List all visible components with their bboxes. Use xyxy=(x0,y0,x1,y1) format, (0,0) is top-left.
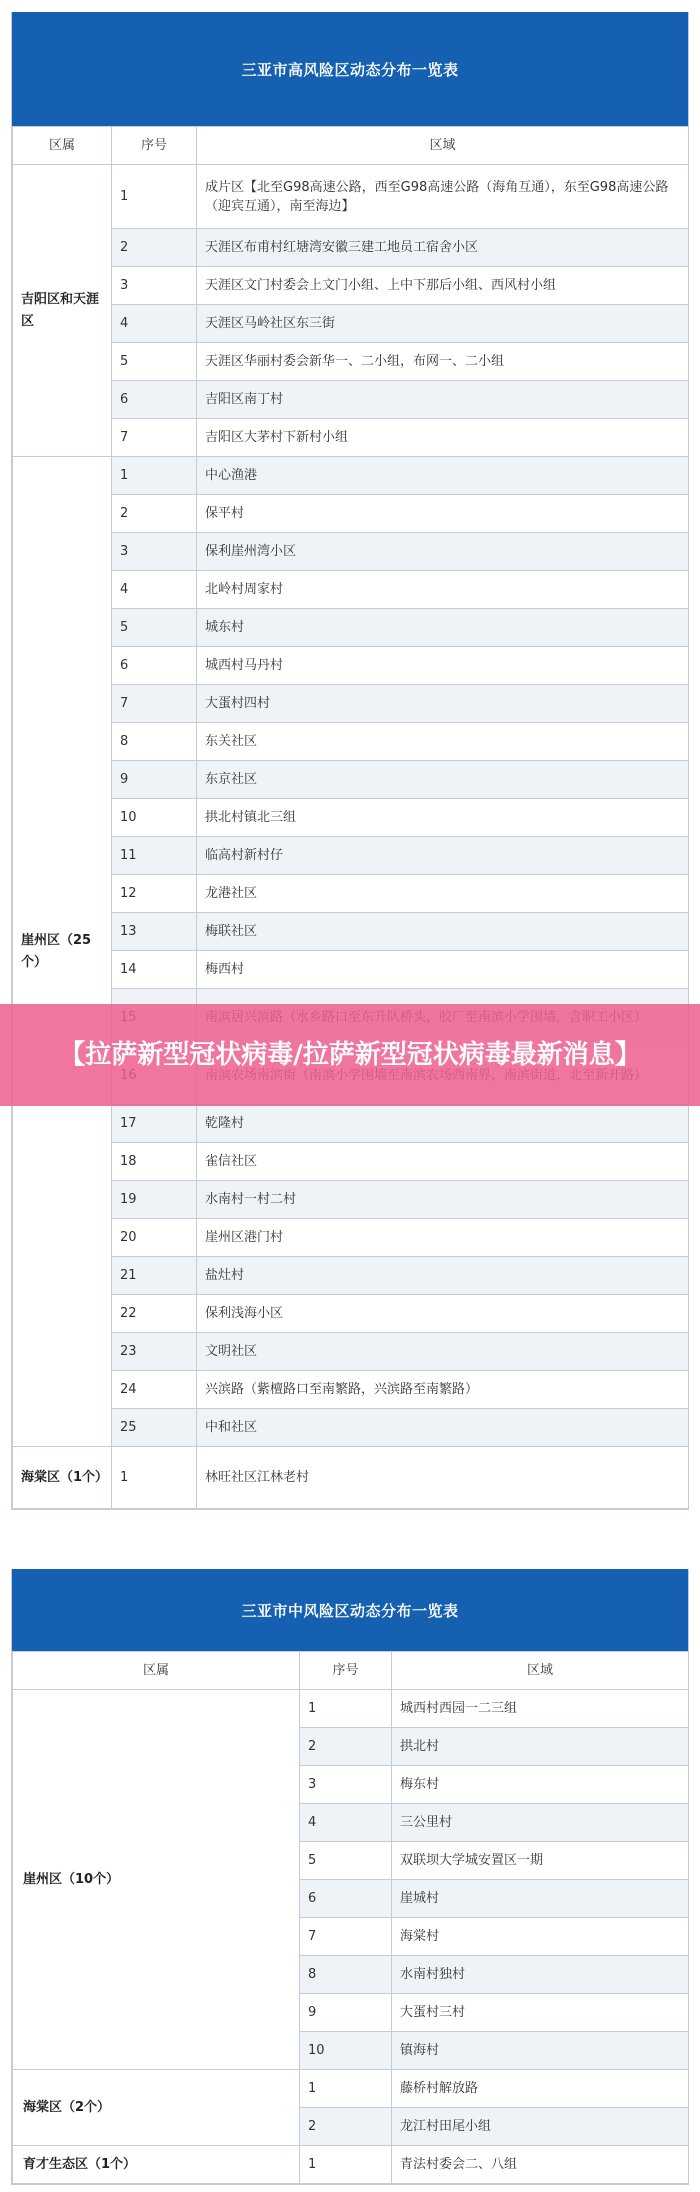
area-cell: 北岭村周家村 xyxy=(197,571,689,609)
district-cell: 崖州区（25个） xyxy=(13,457,112,1447)
area-cell: 临高村新村仔 xyxy=(197,837,689,875)
area-cell: 天涯区布甫村红塘湾安徽三建工地员工宿舍小区 xyxy=(197,229,689,267)
seq-cell: 1 xyxy=(300,2146,392,2184)
table-row xyxy=(13,419,689,457)
table-row xyxy=(13,1105,689,1143)
area-cell: 双联坝大学城安置区一期 xyxy=(392,1842,689,1880)
area-cell: 城西村马丹村 xyxy=(197,647,689,685)
table-row xyxy=(13,799,689,837)
table-row xyxy=(13,723,689,761)
area-cell: 成片区【北至G98高速公路，西至G98高速公路（海角互通），东至G98高速公路（迎宾互通），南至海边】 xyxy=(197,165,689,229)
seq-cell: 1 xyxy=(300,1690,392,1728)
area-cell: 拱北村 xyxy=(392,1728,689,1766)
table-body xyxy=(13,1690,689,2184)
table-row xyxy=(13,533,689,571)
table-row xyxy=(13,913,689,951)
seq-cell: 7 xyxy=(112,685,197,723)
medium-risk-table xyxy=(11,1569,689,2185)
area-cell: 雀信社区 xyxy=(197,1143,689,1181)
table-title: 三亚市高风险区动态分布一览表 xyxy=(12,12,688,126)
high-risk-table xyxy=(11,12,689,1510)
area-cell: 崖州区港门村 xyxy=(197,1219,689,1257)
seq-cell: 2 xyxy=(112,229,197,267)
header-row xyxy=(13,127,689,165)
seq-cell: 21 xyxy=(112,1257,197,1295)
table-body xyxy=(13,165,689,1509)
seq-cell: 7 xyxy=(112,419,197,457)
risk-table xyxy=(12,1651,689,2184)
table-row xyxy=(13,685,689,723)
seq-cell: 8 xyxy=(112,723,197,761)
seq-cell: 4 xyxy=(112,571,197,609)
area-cell: 吉阳区大茅村下新村小组 xyxy=(197,419,689,457)
seq-cell: 24 xyxy=(112,1371,197,1409)
header-area: 区域 xyxy=(392,1652,689,1690)
district-cell: 吉阳区和天涯区 xyxy=(13,165,112,457)
area-cell: 拱北村镇北三组 xyxy=(197,799,689,837)
area-cell: 海棠村 xyxy=(392,1918,689,1956)
seq-cell: 5 xyxy=(112,609,197,647)
table-row xyxy=(13,951,689,989)
district-cell: 海棠区（1个） xyxy=(13,1447,112,1509)
area-cell: 梅东村 xyxy=(392,1766,689,1804)
header-district: 区属 xyxy=(13,1652,300,1690)
area-cell: 水南村独村 xyxy=(392,1956,689,1994)
area-cell: 藤桥村解放路 xyxy=(392,2070,689,2108)
seq-cell: 6 xyxy=(300,1880,392,1918)
area-cell: 龙江村田尾小组 xyxy=(392,2108,689,2146)
seq-cell: 22 xyxy=(112,1295,197,1333)
seq-cell: 7 xyxy=(300,1918,392,1956)
header-district: 区属 xyxy=(13,127,112,165)
seq-cell: 9 xyxy=(300,1994,392,2032)
area-cell: 天涯区华丽村委会新华一、二小组，布网一、二小组 xyxy=(197,343,689,381)
title-banner xyxy=(0,1004,700,1106)
table-row xyxy=(13,267,689,305)
area-cell: 三公里村 xyxy=(392,1804,689,1842)
district-cell: 海棠区（2个） xyxy=(13,2070,300,2146)
seq-cell: 20 xyxy=(112,1219,197,1257)
area-cell: 龙港社区 xyxy=(197,875,689,913)
area-cell: 镇海村 xyxy=(392,2032,689,2070)
seq-cell: 19 xyxy=(112,1181,197,1219)
header-seq: 序号 xyxy=(300,1652,392,1690)
table-row xyxy=(13,343,689,381)
seq-cell: 2 xyxy=(300,1728,392,1766)
table-row xyxy=(13,229,689,267)
seq-cell: 10 xyxy=(112,799,197,837)
seq-cell: 1 xyxy=(112,1447,197,1509)
area-cell: 水南村一村二村 xyxy=(197,1181,689,1219)
area-cell: 天涯区文门村委会上文门小组、上中下那后小组、西风村小组 xyxy=(197,267,689,305)
table-title: 三亚市中风险区动态分布一览表 xyxy=(12,1569,688,1651)
table-row xyxy=(13,1257,689,1295)
seq-cell: 13 xyxy=(112,913,197,951)
header-area: 区域 xyxy=(197,127,689,165)
area-cell: 吉阳区南丁村 xyxy=(197,381,689,419)
seq-cell: 5 xyxy=(112,343,197,381)
seq-cell: 6 xyxy=(112,647,197,685)
header-row xyxy=(13,1652,689,1690)
seq-cell: 3 xyxy=(112,267,197,305)
seq-cell: 3 xyxy=(300,1766,392,1804)
area-cell: 保利浅海小区 xyxy=(197,1295,689,1333)
seq-cell: 2 xyxy=(112,495,197,533)
table-row xyxy=(13,571,689,609)
district-cell: 崖州区（10个） xyxy=(13,1690,300,2070)
table-row xyxy=(13,837,689,875)
area-cell: 城东村 xyxy=(197,609,689,647)
area-cell: 东京社区 xyxy=(197,761,689,799)
seq-cell: 5 xyxy=(300,1842,392,1880)
table-row xyxy=(13,2146,689,2184)
seq-cell: 18 xyxy=(112,1143,197,1181)
seq-cell: 12 xyxy=(112,875,197,913)
table-row xyxy=(13,609,689,647)
area-cell: 大蛋村三村 xyxy=(392,1994,689,2032)
area-cell: 青法村委会二、八组 xyxy=(392,2146,689,2184)
area-cell: 盐灶村 xyxy=(197,1257,689,1295)
area-cell: 崖城村 xyxy=(392,1880,689,1918)
table-row xyxy=(13,761,689,799)
seq-cell: 4 xyxy=(112,305,197,343)
table-row xyxy=(13,647,689,685)
table-row xyxy=(13,1143,689,1181)
seq-cell: 1 xyxy=(112,457,197,495)
table-row xyxy=(13,305,689,343)
seq-cell: 8 xyxy=(300,1956,392,1994)
risk-table xyxy=(12,126,689,1509)
area-cell: 东关社区 xyxy=(197,723,689,761)
seq-cell: 2 xyxy=(300,2108,392,2146)
table-row xyxy=(13,1333,689,1371)
table-row xyxy=(13,381,689,419)
table-row xyxy=(13,165,689,229)
header-seq: 序号 xyxy=(112,127,197,165)
table-row xyxy=(13,2070,689,2108)
district-cell: 育才生态区（1个） xyxy=(13,2146,300,2184)
seq-cell: 3 xyxy=(112,533,197,571)
area-cell: 乾隆村 xyxy=(197,1105,689,1143)
area-cell: 城西村西园一二三组 xyxy=(392,1690,689,1728)
seq-cell: 4 xyxy=(300,1804,392,1842)
table-row xyxy=(13,1690,689,1728)
banner-text: 【拉萨新型冠状病毒/拉萨新型冠状病毒最新消息】 xyxy=(59,1040,641,1070)
table-row xyxy=(13,457,689,495)
area-cell: 兴滨路（紫檀路口至南繁路，兴滨路至南繁路） xyxy=(197,1371,689,1409)
area-cell: 保平村 xyxy=(197,495,689,533)
area-cell: 林旺社区江林老村 xyxy=(197,1447,689,1509)
area-cell: 文明社区 xyxy=(197,1333,689,1371)
seq-cell: 6 xyxy=(112,381,197,419)
area-cell: 天涯区马岭社区东三街 xyxy=(197,305,689,343)
seq-cell: 9 xyxy=(112,761,197,799)
seq-cell: 1 xyxy=(300,2070,392,2108)
table-row xyxy=(13,1219,689,1257)
table-row xyxy=(13,1447,689,1509)
seq-cell: 23 xyxy=(112,1333,197,1371)
table-row xyxy=(13,875,689,913)
area-cell: 中和社区 xyxy=(197,1409,689,1447)
table-row xyxy=(13,1295,689,1333)
table-row xyxy=(13,1409,689,1447)
area-cell: 梅联社区 xyxy=(197,913,689,951)
seq-cell: 25 xyxy=(112,1409,197,1447)
seq-cell: 17 xyxy=(112,1105,197,1143)
area-cell: 梅西村 xyxy=(197,951,689,989)
table-row xyxy=(13,1371,689,1409)
table-row xyxy=(13,1181,689,1219)
seq-cell: 14 xyxy=(112,951,197,989)
area-cell: 保利崖州湾小区 xyxy=(197,533,689,571)
seq-cell: 11 xyxy=(112,837,197,875)
seq-cell: 1 xyxy=(112,165,197,229)
seq-cell: 10 xyxy=(300,2032,392,2070)
table-row xyxy=(13,495,689,533)
area-cell: 中心渔港 xyxy=(197,457,689,495)
area-cell: 大蛋村四村 xyxy=(197,685,689,723)
